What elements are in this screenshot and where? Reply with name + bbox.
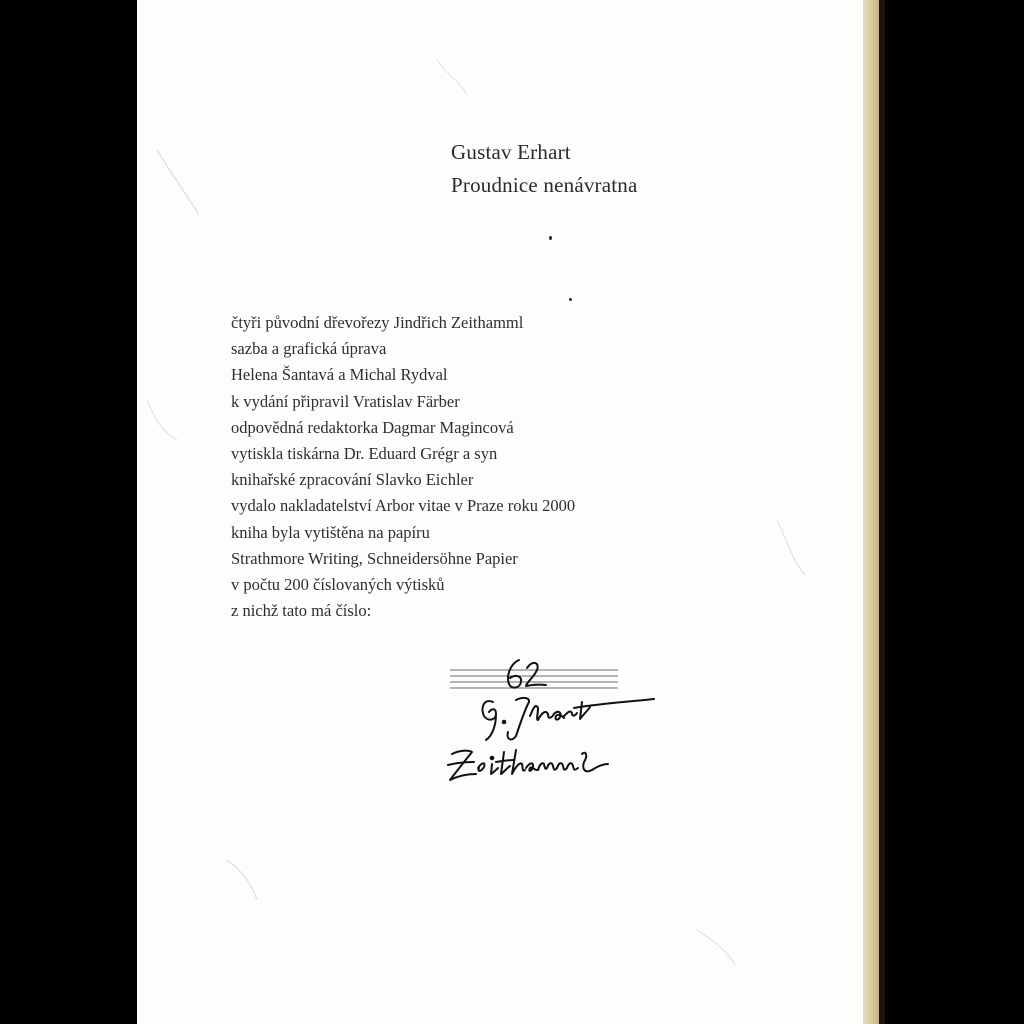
colophon-line-typesetting: sazba a grafická úprava [231,339,387,359]
colophon-line-binding: knihařské zpracování Slavko Eichler [231,470,474,490]
author-name: Gustav Erhart [451,140,571,164]
colophon-line-edition-size: v počtu 200 číslovaných výtisků [231,575,445,595]
page-edge [863,0,879,1024]
book-title: Proudnice nenávratna [451,173,638,197]
colophon-line-woodcuts: čtyři původní dřevořezy Jindřich Zeithamml [231,313,524,332]
colophon [231,310,575,624]
handwriting-svg [446,650,656,800]
copy-number-handwritten [508,660,546,688]
title-block [451,136,638,202]
colophon-line-publisher: vydalo nakladatelství Arbor vitae v Praze roku 2000 [231,496,576,516]
colophon-line-designers: Helena Šantavá a Michal Rydval [231,365,448,385]
handwritten-area [446,650,656,800]
paper-speck [569,298,572,301]
colophon-line-responsible-editor: odpovědná redaktorka Dagmar Magincová [231,417,514,437]
signature-erhart [482,698,654,740]
colophon-line-copy-number-label: z nichž tato má číslo: [231,601,372,621]
colophon-line-paper: kniha byla vytištěna na papíru [231,522,430,542]
colophon-line-printer: vytiskla tiskárna Dr. Eduard Grégr a syn [231,444,498,464]
paper-speck [549,236,552,240]
signature-zeithamml [448,750,608,780]
colophon-line-editor: k vydání připravil Vratislav Färber [231,391,460,411]
page-edge-shadow [879,0,885,1024]
colophon-line-paper-brand: Strathmore Writing, Schneidersöhne Papier [231,548,518,568]
